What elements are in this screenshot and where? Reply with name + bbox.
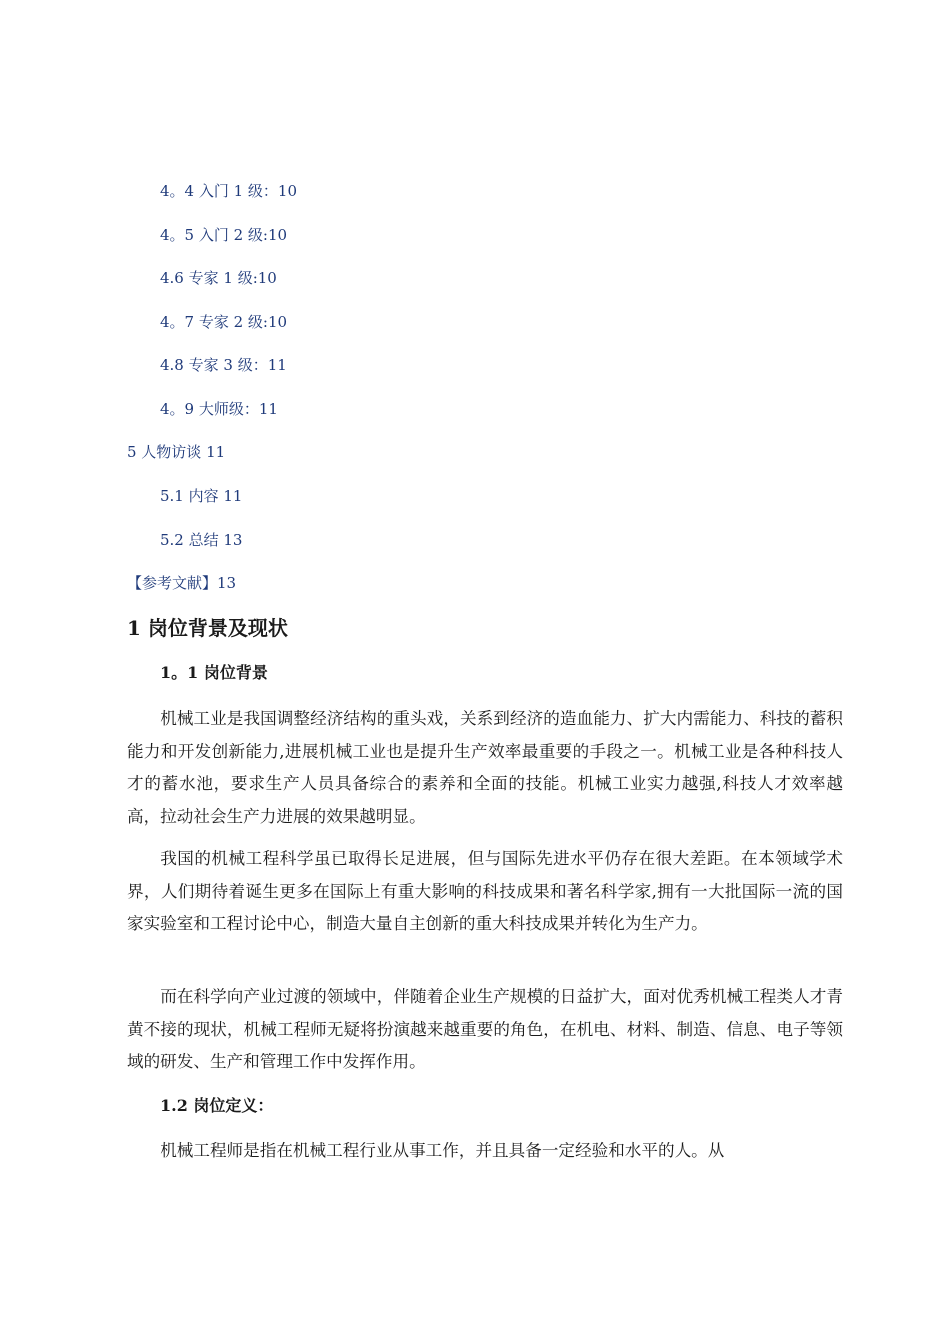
section-heading-1: 1 岗位背景及现状	[127, 616, 288, 640]
paragraph-3: 而在科学向产业过渡的领域中，伴随着企业生产规模的日益扩大，面对优秀机械工程类人才青黄不接的现状，机械工程师无疑将扮演越来越重要的角色，在机电、材料、制造、信息、电子等领域的研发、生产和管理工作中发挥作用。	[127, 987, 843, 1071]
toc-item-5-1[interactable]: 5.1 内容 11	[160, 487, 243, 505]
subsection-heading-1-1: 1。1 岗位背景	[160, 663, 268, 682]
toc-item-4-8[interactable]: 4.8 专家 3 级：11	[160, 356, 287, 374]
toc-item-4-5[interactable]: 4。5 入门 2 级:10	[160, 226, 288, 244]
toc-item-5-2[interactable]: 5.2 总结 13	[160, 531, 243, 549]
subsection-heading-1-2: 1.2 岗位定义：	[160, 1096, 274, 1115]
toc-item-4-9[interactable]: 4。9 大师级：11	[160, 400, 278, 418]
toc-item-4-7[interactable]: 4。7 专家 2 级:10	[160, 313, 288, 331]
toc-item-references[interactable]: 【参考文献】13	[127, 574, 237, 592]
paragraph-4: 机械工程师是指在机械工程行业从事工作，并且具备一定经验和水平的人。从	[160, 1141, 725, 1160]
toc-item-5[interactable]: 5 人物访谈 11	[127, 443, 226, 461]
paragraph-1: 机械工业是我国调整经济结构的重头戏，关系到经济的造血能力、扩大内需能力、科技的蓄积能力和开发创新能力,进展机械工业也是提升生产效率最重要的手段之一。机械工业是各种科技人才的蓄水池，要求生产人员具备综合的素养和全面的技能。机械工业实力越强,科技人才效率越高，拉动社会生产力进展的效果越明显。	[127, 709, 843, 826]
paragraph-2: 我国的机械工程科学虽已取得长足进展，但与国际先进水平仍存在很大差距。在本领域学术界，人们期待着诞生更多在国际上有重大影响的科技成果和著名科学家,拥有一大批国际一流的国家实验室和工程讨论中心，制造大量自主创新的重大科技成果并转化为生产力。	[127, 849, 843, 933]
toc-item-4-6[interactable]: 4.6 专家 1 级:10	[160, 269, 277, 287]
toc-item-4-4[interactable]: 4。4 入门 1 级：10	[160, 182, 298, 200]
